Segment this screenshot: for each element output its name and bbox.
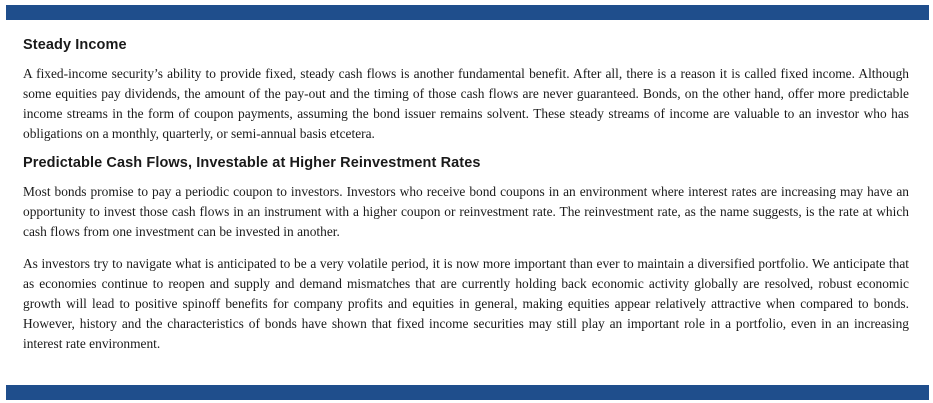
paragraph-reinvestment: Most bonds promise to pay a periodic coupon to investors. Investors who receive bond coupons in an environment where interest rates are increasing may have an opportunity to invest those cash flows in an instrument with a higher coupon or reinvestment rate. The reinvestment rate, as the name suggests, is the rate at which cash flows from one investment can be invested in another.: [23, 184, 909, 239]
top-band: [6, 5, 929, 20]
bottom-band: [6, 385, 929, 400]
paragraph-diversified-portfolio: As investors try to navigate what is anticipated to be a very volatile period, it is now more important than ever to maintain a diversified portfolio. We anticipate that as economies continue to reopen and supply and demand mismatches that are currently holding back economic activity globally are resolved, robust economic growth will lead to positive spinoff benefits for company profits and equities in general, making equities appear relatively attractive when compared to bonds. However, history and the characteristics of bonds have shown that fixed income securities may still play an important role in a portfolio, even in an increasing interest rate environment.: [23, 256, 909, 351]
document-body: [23, 36, 909, 366]
section-heading-predictable-cash-flows: Predictable Cash Flows, Investable at Higher Reinvestment Rates: [23, 155, 481, 171]
paragraph-steady-income: A fixed-income security’s ability to provide fixed, steady cash flows is another fundamental benefit. After all, there is a reason it is called fixed income. Although some equities pay dividends, the amount of the pay-out and the timing of those cash flows are never guaranteed. Bonds, on the other hand, offer more predictable income streams in the form of coupon payments, assuming the bond issuer remains solvent. These steady streams of income are valuable to an investor who has obligations on a monthly, quarterly, or semi-annual basis etcetera.: [23, 66, 909, 141]
section-heading-steady-income: Steady Income: [23, 37, 127, 53]
